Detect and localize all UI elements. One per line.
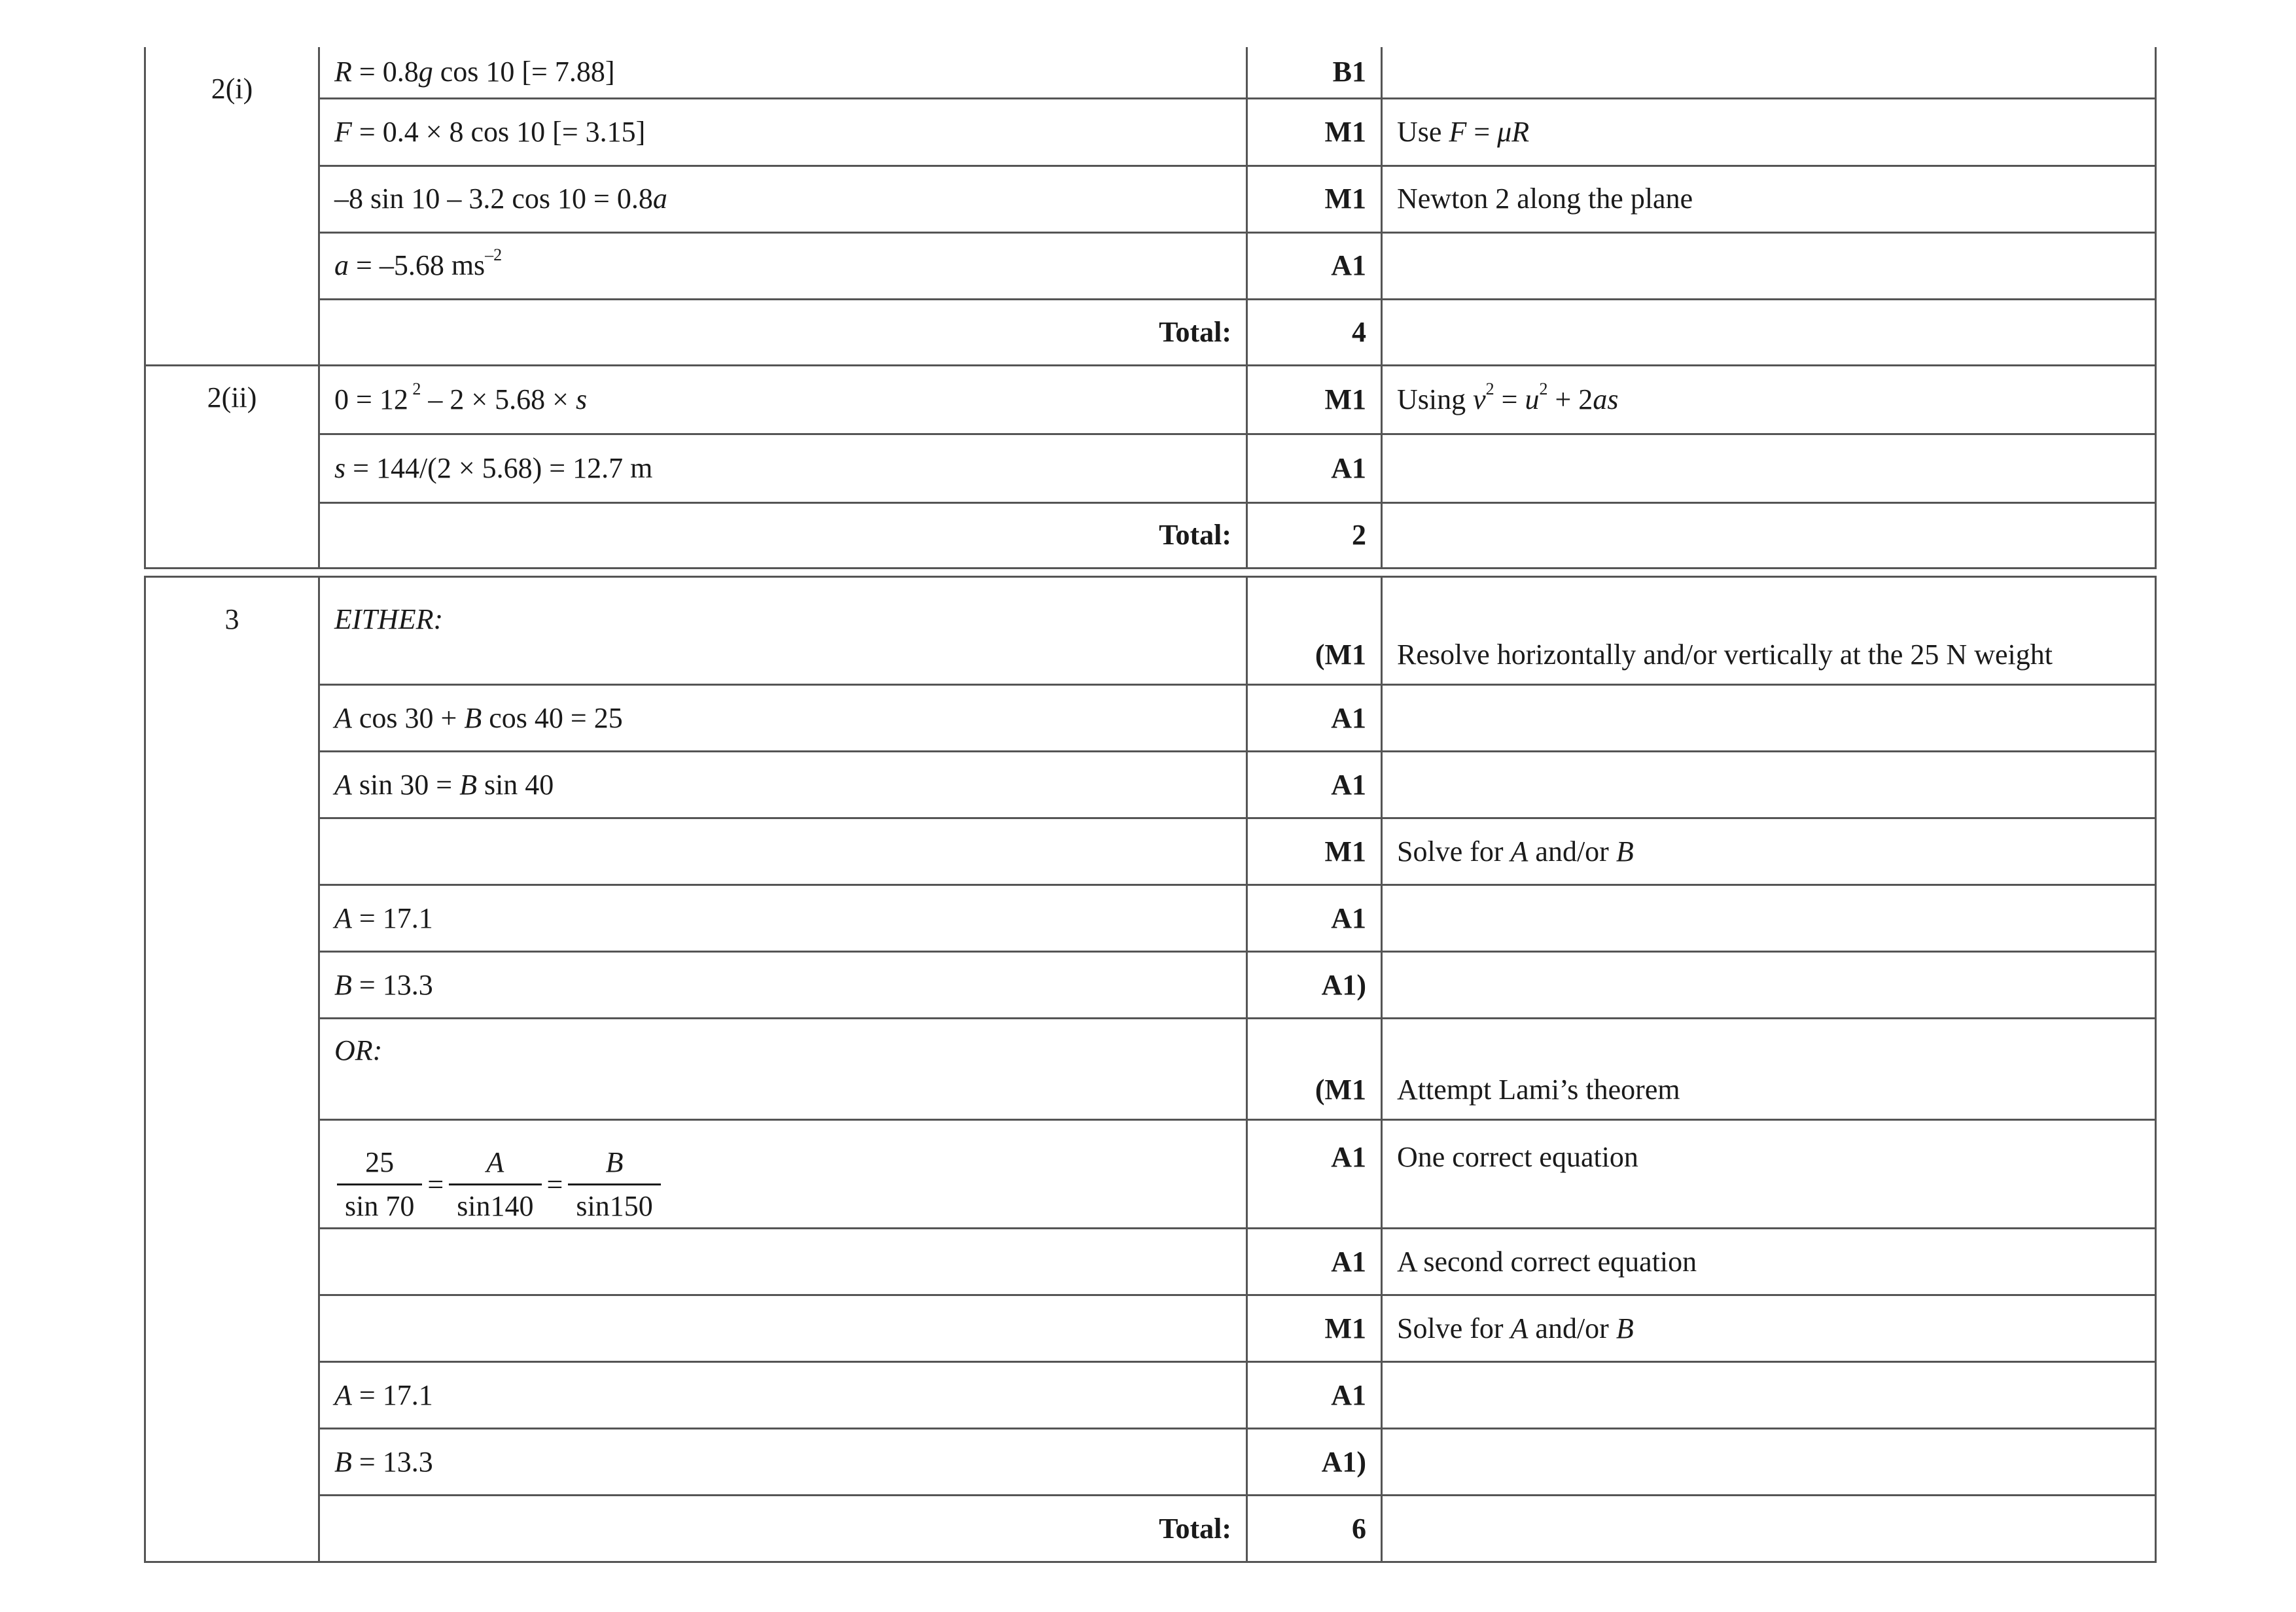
table-row [145, 1120, 2156, 1229]
guidance-cell [1382, 685, 2156, 752]
answer-cell: A sin 30 = B sin 40 [319, 752, 1247, 818]
total-label: Total: [319, 1496, 1247, 1562]
total-row [145, 1496, 2156, 1562]
answer-cell: B = 13.3 [319, 1429, 1247, 1496]
guidance-cell [1382, 1429, 2156, 1496]
guidance-cell: A second correct equation [1382, 1229, 2156, 1295]
guidance-cell [1382, 47, 2156, 98]
total-mark: 6 [1247, 1496, 1382, 1562]
mark-cell: M1 [1247, 818, 1382, 885]
mark-cell: (M1 [1247, 1019, 1382, 1120]
either-label: EITHER: [319, 577, 1247, 685]
fraction: $\frac{B}{\sin 150}$ [568, 1146, 660, 1223]
fraction: $\frac{25}{\sin 70}$ [337, 1146, 422, 1223]
or-label: OR: [319, 1019, 1247, 1120]
mark-cell: (M1 [1247, 577, 1382, 685]
mark-scheme-table-q3 [144, 576, 2157, 1563]
total-label: Total: [319, 299, 1247, 365]
guidance-cell: Using $v^2 = u^2 + 2as$ [1382, 365, 2156, 434]
answer-cell: 0 = 12 $^2$ – 2 × 5.68 × s [319, 365, 1247, 434]
table-row [145, 885, 2156, 952]
table-row [145, 434, 2156, 502]
mark-cell: A1 [1247, 434, 1382, 502]
mark-cell: M1 [1247, 98, 1382, 166]
fraction: $\frac{A}{\sin 140}$ [449, 1146, 541, 1223]
answer-cell: –8 sin 10 – 3.2 cos 10 = 0.8a [319, 166, 1247, 232]
mark-cell: A1) [1247, 952, 1382, 1019]
question-number: 3 [145, 577, 319, 1562]
answer-cell [319, 1229, 1247, 1295]
guidance-cell [1382, 434, 2156, 502]
guidance-cell: Solve for A and/or B [1382, 1295, 2156, 1362]
table-row [145, 818, 2156, 885]
answer-cell [319, 818, 1247, 885]
answer-cell: F = 0.4 × 8 cos 10 [= 3.15] [319, 98, 1247, 166]
mark-cell: A1 [1247, 1120, 1382, 1229]
answer-cell: a = –5.68 $ms^{-2}$ [319, 232, 1247, 299]
total-label: Total: [319, 502, 1247, 568]
total-row [145, 299, 2156, 365]
mark-cell: A1 [1247, 1362, 1382, 1429]
mark-cell: A1 [1247, 685, 1382, 752]
guidance-cell: Solve for A and/or B [1382, 818, 2156, 885]
table-row [145, 685, 2156, 752]
total-mark: 4 [1247, 299, 1382, 365]
total-mark: 2 [1247, 502, 1382, 568]
table-row [145, 752, 2156, 818]
guidance-cell [1382, 1362, 2156, 1429]
answer-cell: B = 13.3 [319, 952, 1247, 1019]
mark-cell: A1 [1247, 752, 1382, 818]
table-row [145, 1019, 2156, 1120]
mark-cell: A1 [1247, 1229, 1382, 1295]
guidance-cell [1382, 299, 2156, 365]
table-row [145, 1229, 2156, 1295]
question-number: 2(ii) [145, 365, 319, 568]
table-row [145, 577, 2156, 685]
guidance-cell: Resolve horizontally and/or vertically at the 25 N weight [1382, 577, 2156, 685]
table-row [145, 166, 2156, 232]
mark-cell: M1 [1247, 1295, 1382, 1362]
table-row [145, 365, 2156, 434]
guidance-cell: Attempt Lami’s theorem [1382, 1019, 2156, 1120]
answer-cell: A = 17.1 [319, 885, 1247, 952]
guidance-cell: One correct equation [1382, 1120, 2156, 1229]
table-row [145, 232, 2156, 299]
answer-cell: A cos 30 + B cos 40 = 25 [319, 685, 1247, 752]
mark-cell: B1 [1247, 47, 1382, 98]
table-row [145, 952, 2156, 1019]
guidance-cell [1382, 1496, 2156, 1562]
mark-cell: A1 [1247, 232, 1382, 299]
guidance-cell [1382, 232, 2156, 299]
guidance-cell: Use F = μR [1382, 98, 2156, 166]
mark-cell: M1 [1247, 166, 1382, 232]
lami-equation: $\frac{25}{\sin 70}$ = $\frac{A}{\sin 140}$ = $\frac{B}{\sin 150}$ [319, 1120, 1247, 1229]
table-row [145, 47, 2156, 98]
table-row [145, 1429, 2156, 1496]
total-row [145, 502, 2156, 568]
mark-cell: A1) [1247, 1429, 1382, 1496]
answer-cell: s = 144/(2 × 5.68) = 12.7 m [319, 434, 1247, 502]
guidance-cell: Newton 2 along the plane [1382, 166, 2156, 232]
table-row [145, 1362, 2156, 1429]
table-row [145, 1295, 2156, 1362]
mark-scheme-table-q2 [144, 47, 2157, 569]
mark-cell: M1 [1247, 365, 1382, 434]
guidance-cell [1382, 502, 2156, 568]
question-number: 2(i) [145, 47, 319, 365]
guidance-cell [1382, 752, 2156, 818]
mark-cell: A1 [1247, 885, 1382, 952]
guidance-cell [1382, 952, 2156, 1019]
table-row [145, 98, 2156, 166]
answer-cell [319, 1295, 1247, 1362]
guidance-cell [1382, 885, 2156, 952]
answer-cell: R = 0.8g cos 10 [= 7.88] [319, 47, 1247, 98]
answer-cell: A = 17.1 [319, 1362, 1247, 1429]
